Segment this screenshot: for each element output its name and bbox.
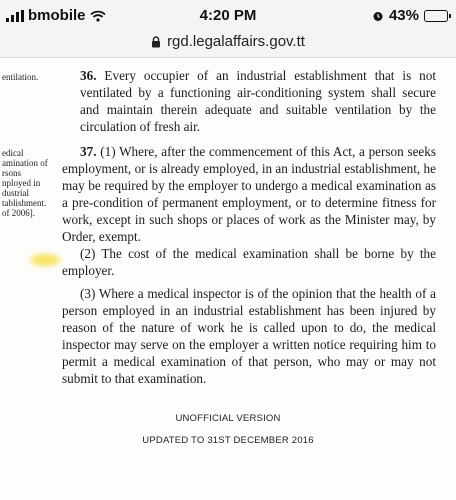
browser-address-bar[interactable] <box>0 32 456 58</box>
unofficial-version-label: UNOFFICIAL VERSION <box>175 413 281 424</box>
section-36: 36. Every occupier of an industrial establishment that is not ventilated by a functioning air-conditioning system shall secure and maintain therein adequate and suitable ventilation by the circulation of fresh air. <box>80 68 436 134</box>
lock-icon <box>151 36 161 48</box>
section-37-subsection-2: (2) The cost of the medical examination shall be borne by the employer. <box>62 246 436 278</box>
battery-percent: 43% <box>388 7 419 24</box>
alarm-icon <box>372 10 384 22</box>
margin-note-ventilation: entilation. <box>2 72 39 82</box>
section-37-subsection-3: (3) Where a medical inspector is of the opinion that the health of a person employed in an industrial establishment has been injured by reason of the nature of work he is called upon to do, the medical inspector may serve on the employer a written notice requiring him to permit a medical examination of that person, who may or may not submit to that examination. <box>62 286 436 386</box>
highlight-mark <box>30 254 60 266</box>
section-37-subsection-1: 37. (1) Where, after the commencement of this Act, a person seeks employment, or is already employed, in an industrial establishment, he may be required by the employer to undergo a medical examination as a pre-condition of permanent employment, or to determine fitness for work, except in such shops or places of work as the Minister may, by Order, exempt. <box>62 144 437 244</box>
clock: 4:20 PM <box>199 7 257 24</box>
carrier-name: bmobile <box>28 7 86 24</box>
status-right <box>372 7 448 24</box>
document-page <box>0 58 456 500</box>
battery-icon <box>424 10 448 22</box>
section-36-text: Every occupier of an industrial establishment that is not ventilated by a functioning air-conditioning system shall secure and maintain therein adequate and suitable ventilation by the circulation of fresh air. <box>80 68 436 134</box>
status-bar <box>0 0 456 32</box>
margin-note-medical-examination: edical amination of rsons nployed in dustrial tablishment. of 2006]. <box>2 148 48 218</box>
updated-date-label: UPDATED TO 31ST DECEMBER 2016 <box>142 435 314 446</box>
url-text[interactable]: rgd.legalaffairs.gov.tt <box>167 33 305 50</box>
